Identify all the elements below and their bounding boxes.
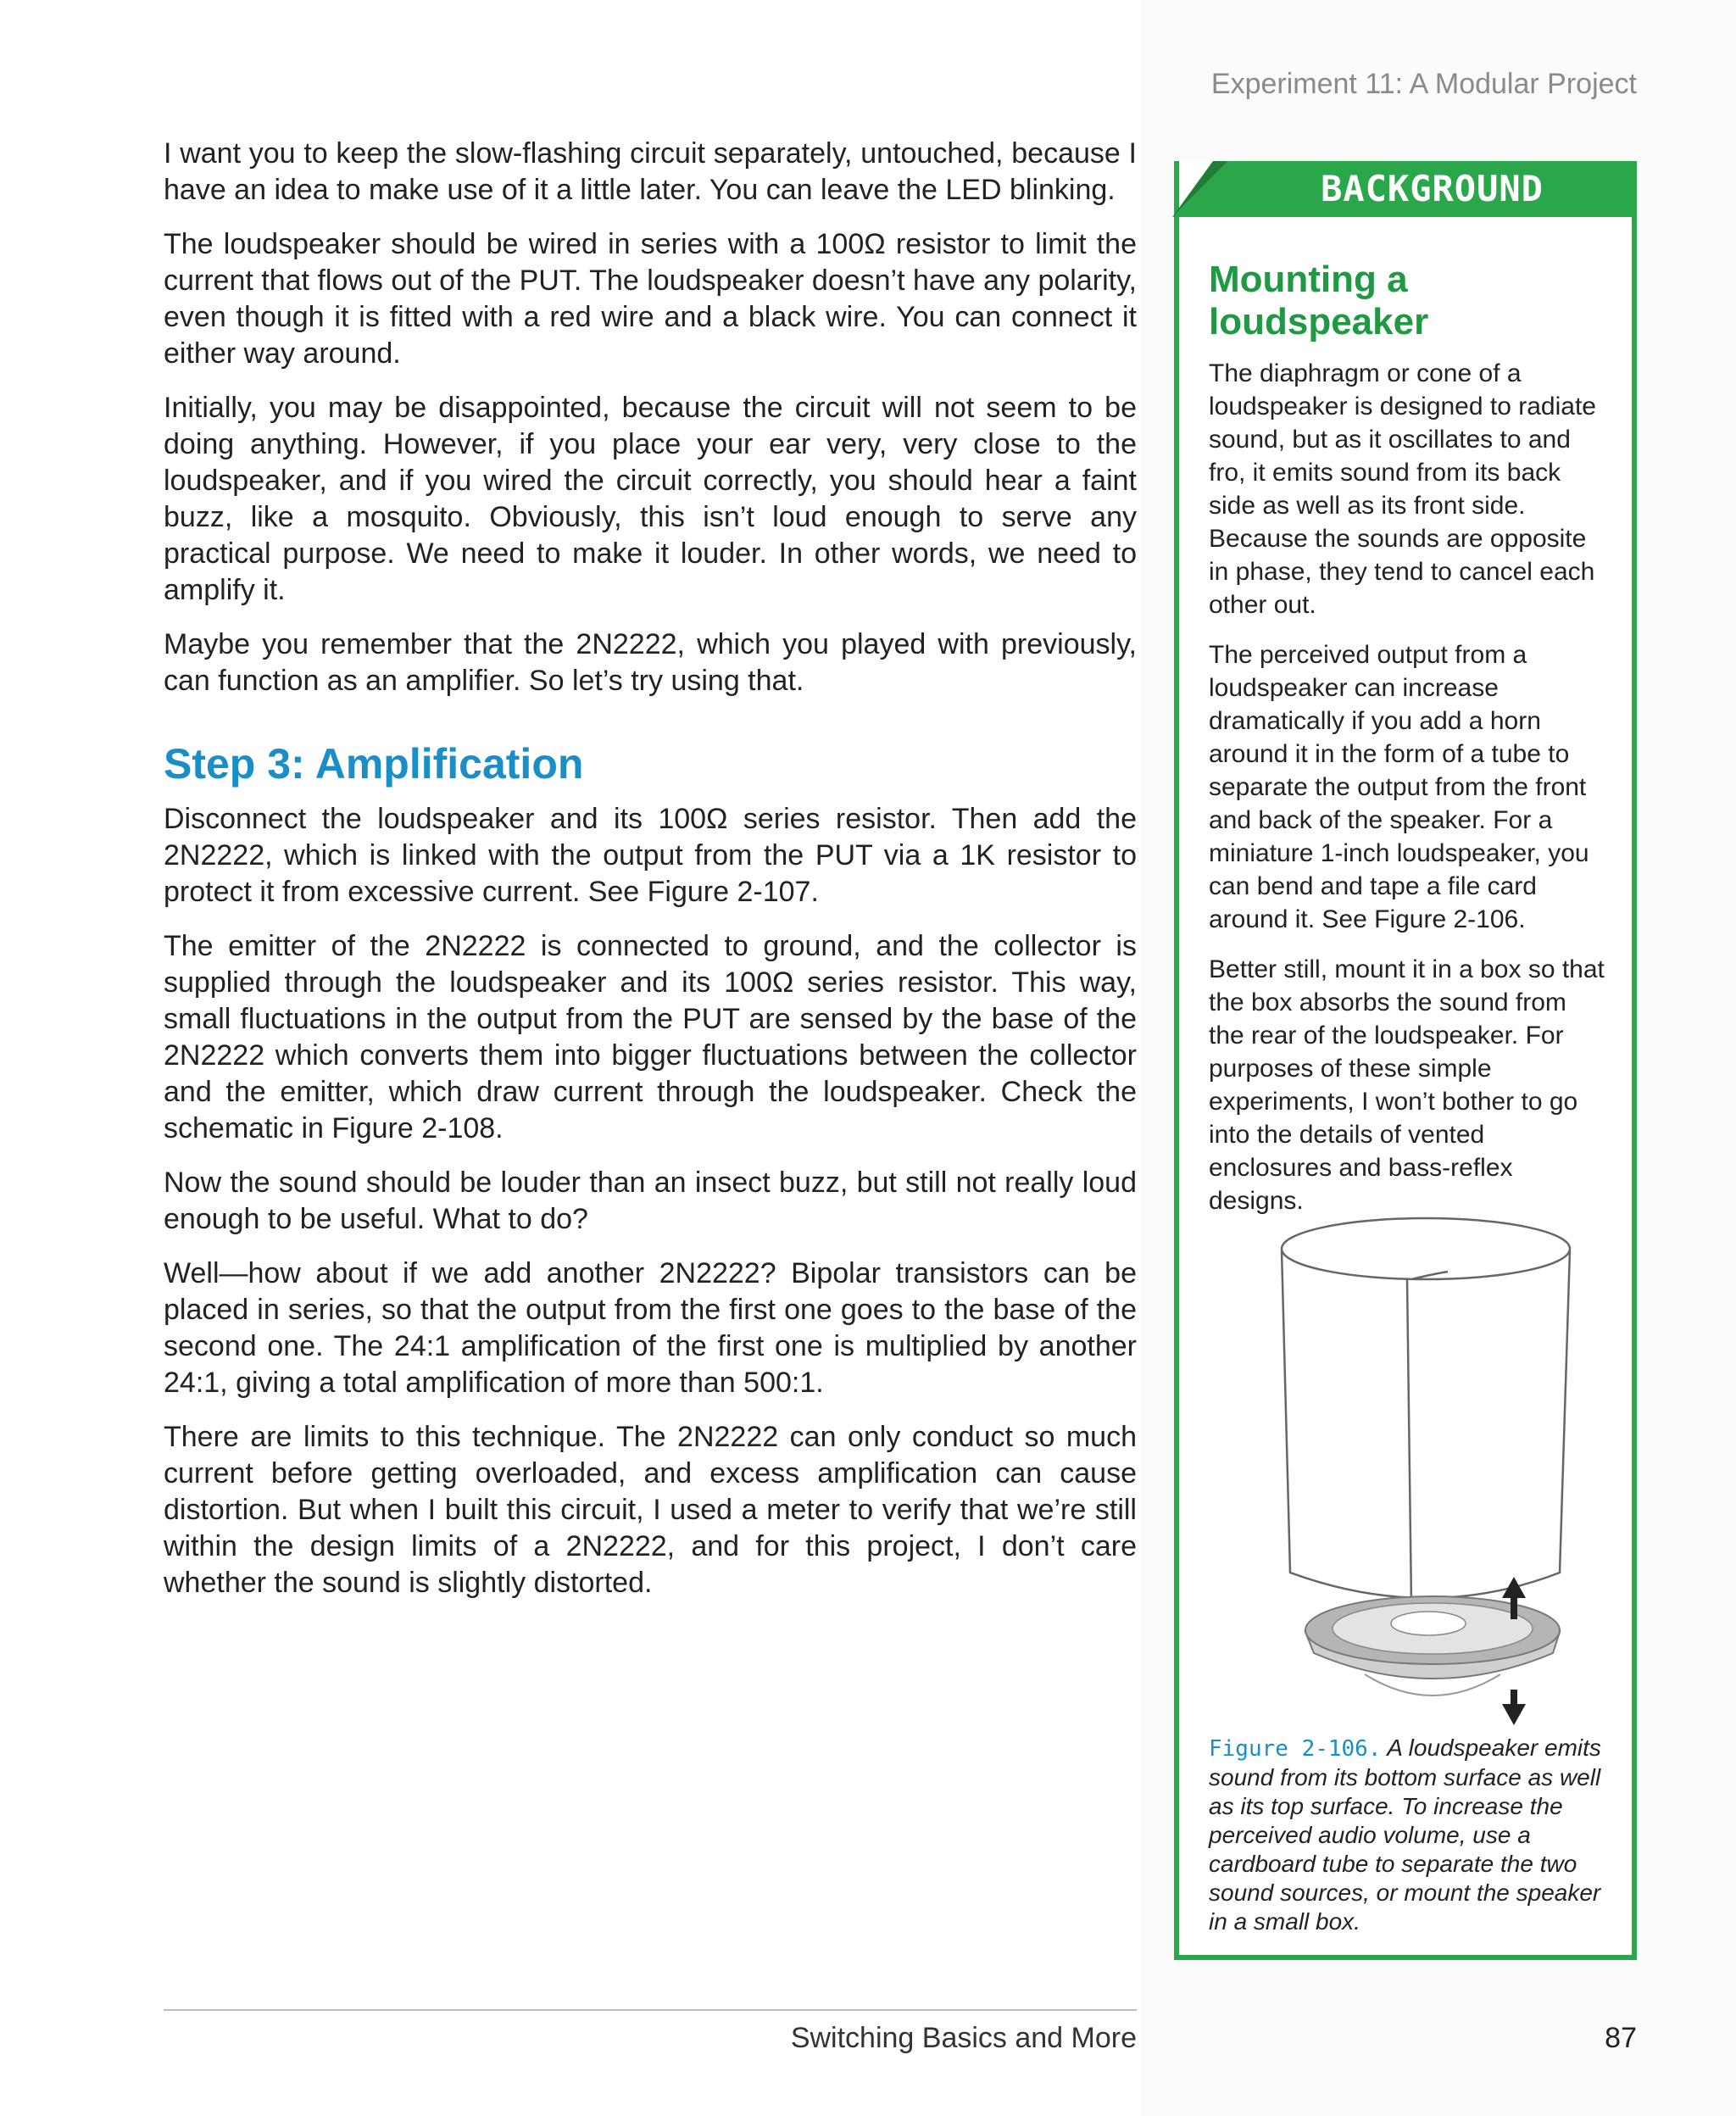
figure-caption-text: A loudspeaker emits sound from its bottom surface as well as its top surface. To increase the perceived audio volume, use a cardboard tube to separate the two sound sources, or mount the speaker in a small box. xyxy=(1209,1735,1601,1935)
running-head: Experiment 11: A Modular Project xyxy=(1210,68,1637,100)
footer-rule xyxy=(164,2009,1137,2011)
sidebar-paragraph: The perceived output from a loudspeaker can increase dramatically if you add a horn around it in the form of a tube to separate the output from the front and back of the speaker. For a miniature 1-inch loudspeaker, you can bend and tape a file card around it. See Figure 2-106. xyxy=(1209,641,1589,933)
sidebar-body xyxy=(1209,259,1605,1234)
figure-label: Figure 2-106. xyxy=(1209,1736,1382,1762)
page-number: 87 xyxy=(1605,2022,1637,2054)
paragraph: Now the sound should be louder than an insect buzz, but still not really loud enough to be useful. What to do? xyxy=(164,1167,1137,1235)
sidebar-paragraph: Better still, mount it in a box so that the box absorbs the sound from the rear of the loudspeaker. For purposes of these simple experiments, I won’t bother to go into the details of vented enclosures and bass-reflex designs. xyxy=(1209,955,1605,1215)
sidebar-corner-flap xyxy=(1172,161,1228,217)
arrow-down-icon xyxy=(1502,1690,1526,1725)
section-heading: Step 3: Amplification xyxy=(164,740,584,788)
footer-section-title: Switching Basics and More xyxy=(790,2022,1137,2054)
sidebar-label: BACKGROUND xyxy=(1227,161,1637,217)
paragraph: Initially, you may be disappointed, because the circuit will not seem to be doing anything. However, if you place your ear very, very close to the loudspeaker, and if you wired the circuit correctly, you should hear a faint buzz, like a mosquito. Obviously, this isn’t loud enough to serve any practical purpose. We need to make it louder. In other words, we need to amplify it. xyxy=(164,392,1137,606)
sidebar-title: Mounting a loudspeaker xyxy=(1209,259,1429,342)
loudspeaker-tube-figure xyxy=(1238,1208,1594,1725)
paragraph: There are limits to this technique. The 2N2222 can only conduct so much current before getting overloaded, and excess amplification can cause distortion. But when I built this circuit, I used a meter to verify that we’re still within the design limits of a 2N2222, and for this project, I don’t care whether the sound is slightly distorted. xyxy=(164,1421,1137,1599)
paragraph: The loudspeaker should be wired in series with a 100Ω resistor to limit the current that flows out of the PUT. The loudspeaker doesn’t have any polarity, even though it is fitted with a red wire and a black wire. You can connect it either way around. xyxy=(164,228,1137,370)
paragraph: Disconnect the loudspeaker and its 100Ω series resistor. Then add the 2N2222, which is linked with the output from the PUT via a 1K resistor to protect it from excessive current. See Figure 2-107. xyxy=(164,803,1137,908)
paragraph: Well—how about if we add another 2N2222? Bipolar transistors can be placed in series, so that the output from the first one goes to the base of the second one. The 24:1 amplification of the first one is multiplied by another 24:1, giving a total amplification of more than 500:1. xyxy=(164,1257,1137,1399)
main-column xyxy=(164,136,1137,1619)
paragraph: The emitter of the 2N2222 is connected to ground, and the collector is supplied through the loudspeaker and its 100Ω series resistor. This way, small fluctuations in the output from the PUT are sensed by the base of the 2N2222 which converts them into bigger fluctuations between the collector and the emitter, which draw current through the loudspeaker. Check the schematic in Figure 2-108. xyxy=(164,930,1137,1144)
figure-caption xyxy=(1209,1734,1605,1936)
paragraph: Maybe you remember that the 2N2222, which you played with previously, can function as an amplifier. So let’s try using that. xyxy=(164,628,1137,697)
sidebar-paragraph: The diaphragm or cone of a loudspeaker is designed to radiate sound, but as it oscillates to and fro, it emits sound from its back side as well as its front side. Because the sounds are opposite in phase, they tend to cancel each other out. xyxy=(1209,359,1596,619)
paragraph: I want you to keep the slow-flashing circuit separately, untouched, because I have an idea to make use of it a little later. You can leave the LED blinking. xyxy=(164,137,1137,206)
